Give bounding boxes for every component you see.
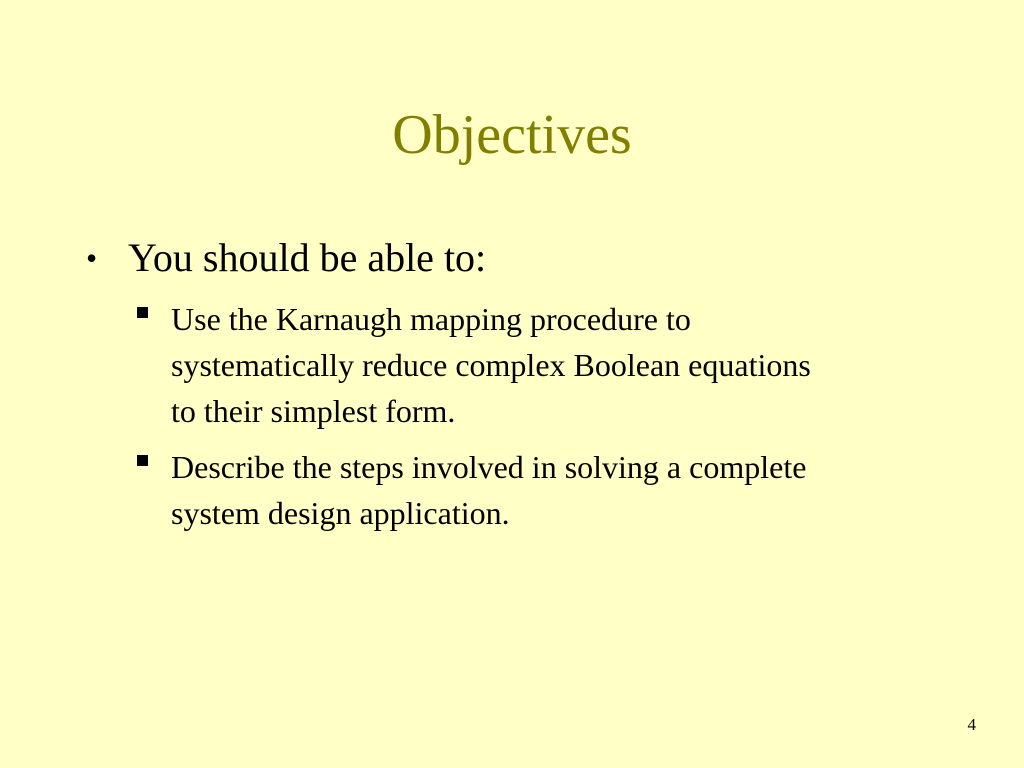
round-bullet-icon: • bbox=[86, 240, 98, 276]
main-bullet-text: You should be able to: bbox=[128, 235, 487, 280]
sub-bullet-text: Use the Karnaugh mapping procedure to systematically reduce complex Boolean equations to their simplest form. bbox=[171, 301, 811, 429]
square-bullet-icon bbox=[137, 455, 148, 466]
sub-bullet-list bbox=[137, 296, 837, 546]
slide-number: 4 bbox=[967, 715, 976, 734]
sub-bullet-text: Describe the steps involved in solving a complete system design application. bbox=[171, 449, 807, 531]
square-bullet-icon bbox=[137, 307, 148, 318]
sub-bullet-item bbox=[137, 296, 837, 434]
sub-bullet-item bbox=[137, 444, 837, 536]
main-bullet-item bbox=[86, 232, 946, 284]
slide-title: Objectives bbox=[392, 104, 632, 166]
